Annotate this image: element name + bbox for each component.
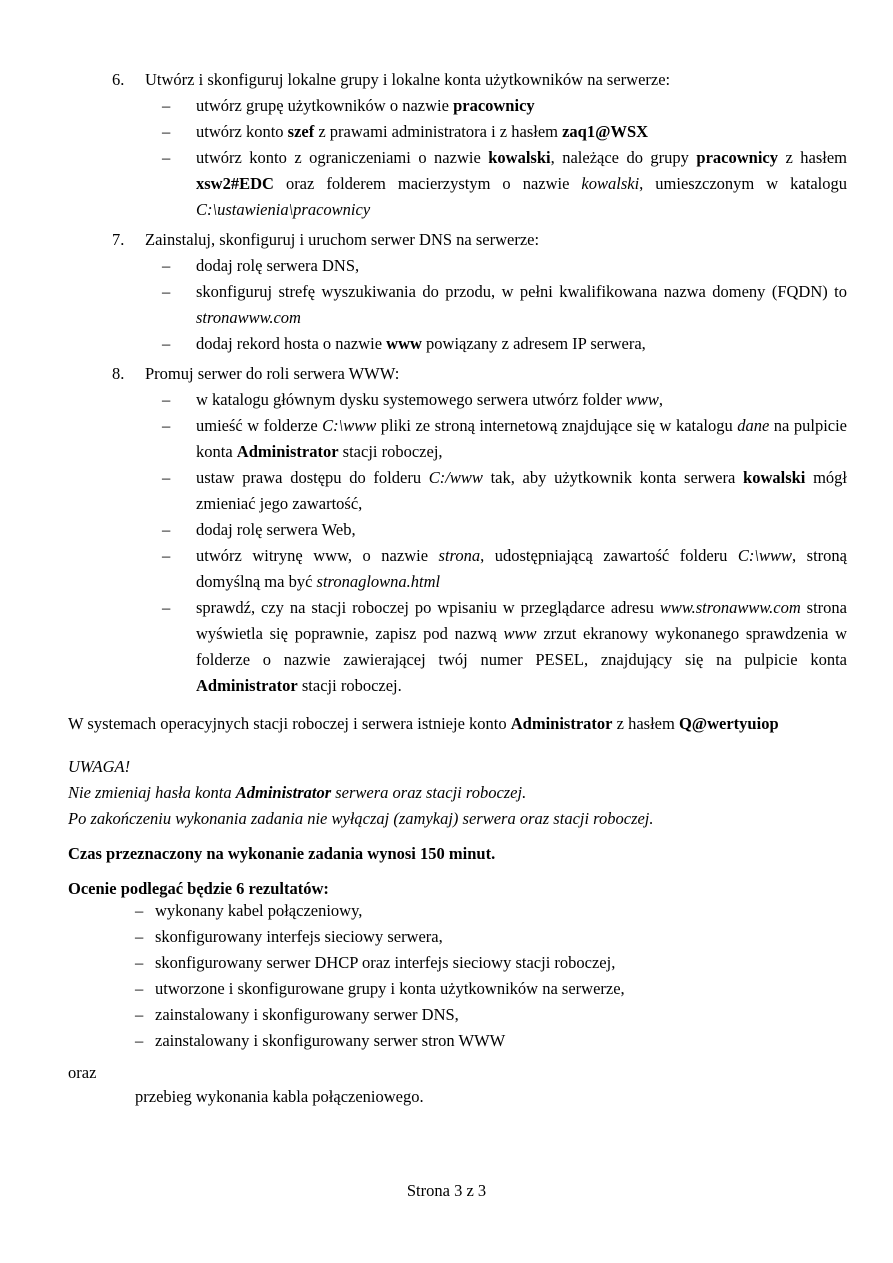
list-item: – w katalogu głównym dysku systemowego serwera utwórz folder www, <box>162 390 663 409</box>
list-item: – sprawdź, czy na stacji roboczej po wpisaniu w przeglądarce adresu www.stronawww.com strona wyświetla się poprawnie, zapisz pod nazwą www zrzut ekranowy wykonanego sprawdzenia w folderze o nazwie zawierającej twój numer PESEL, znajdujący się na pulpicie konta Administrator stacji roboczej. <box>162 598 847 695</box>
section-8-list <box>112 387 847 699</box>
results-extra: przebieg wykonania kabla połączeniowego. <box>135 1087 424 1106</box>
warning-line-2: Po zakończeniu wykonania zadania nie wyłączaj (zamykaj) serwera oraz stacji roboczej. <box>68 809 654 828</box>
list-item: – zainstalowany i skonfigurowany serwer stron WWW <box>135 1031 506 1050</box>
section-7-title: Zainstaluj, skonfiguruj i uruchom serwer DNS na serwerze: <box>145 230 540 249</box>
section-8-title: Promuj serwer do roli serwera WWW: <box>145 364 400 383</box>
accounts-paragraph: W systemach operacyjnych stacji roboczej i serwera istnieje konto Administrator z hasłem Q@wertyuiop <box>68 714 779 733</box>
time-info: Czas przeznaczony na wykonanie zadania wynosi 150 minut. <box>68 844 496 863</box>
section-6-title: Utwórz i skonfiguruj lokalne grupy i lokalne konta użytkowników na serwerze: <box>145 70 671 89</box>
results-title: Ocenie podlegać będzie 6 rezultatów: <box>68 879 329 898</box>
results-list <box>135 898 835 1054</box>
list-item: – skonfiguruj strefę wyszukiwania do przodu, w pełni kwalifikowana nazwa domeny (FQDN) to stronawww.com <box>162 282 847 327</box>
list-item: – dodaj rolę serwera DNS, <box>162 256 360 275</box>
list-item: – dodaj rolę serwera Web, <box>162 520 356 539</box>
section-6 <box>112 67 847 93</box>
list-item: – ustaw prawa dostępu do folderu C:/www tak, aby użytkownik konta serwera kowalski mógł zmieniać jego zawartość, <box>162 468 848 513</box>
list-item: – utwórz konto z ograniczeniami o nazwie kowalski, należące do grupy pracownicy z hasłem xsw2#EDC oraz folderem macierzystym o nazwie kowalski, umieszczonym w katalogu C:\ustawienia\pracownicy <box>162 148 848 219</box>
section-7 <box>112 227 847 253</box>
section-6-number: 6. <box>112 70 125 89</box>
list-item: – utworzone i skonfigurowane grupy i konta użytkowników na serwerze, <box>135 979 625 998</box>
warning-block <box>68 754 848 832</box>
page-footer: Strona 3 z 3 <box>406 1181 487 1200</box>
section-7-number: 7. <box>112 230 125 249</box>
list-item: – zainstalowany i skonfigurowany serwer DNS, <box>135 1005 459 1024</box>
section-7-list <box>112 253 847 357</box>
warning-title: UWAGA! <box>68 757 131 776</box>
section-8 <box>112 361 847 387</box>
list-item: – skonfigurowany serwer DHCP oraz interfejs sieciowy stacji roboczej, <box>135 953 616 972</box>
list-item: – skonfigurowany interfejs sieciowy serwera, <box>135 927 443 946</box>
oraz-label: oraz <box>68 1063 97 1082</box>
warning-line-1: Nie zmieniaj hasła konta Administrator serwera oraz stacji roboczej. <box>68 783 527 802</box>
list-item: – umieść w folderze C:\www pliki ze stroną internetową znajdujące się w katalogu dane na pulpicie konta Administrator stacji roboczej, <box>162 416 848 461</box>
section-6-list <box>112 93 847 223</box>
section-8-number: 8. <box>112 364 125 383</box>
list-item: – utwórz grupę użytkowników o nazwie pracownicy <box>162 96 535 115</box>
list-item: – dodaj rekord hosta o nazwie www powiązany z adresem IP serwera, <box>162 334 646 353</box>
list-item: – utwórz witrynę www, o nazwie strona, udostępniającą zawartość folderu C:\www, stroną domyślną ma być stronaglowna.html <box>162 546 847 591</box>
list-item: – utwórz konto szef z prawami administratora i z hasłem zaq1@WSX <box>162 122 649 141</box>
list-item: – wykonany kabel połączeniowy, <box>135 901 363 920</box>
